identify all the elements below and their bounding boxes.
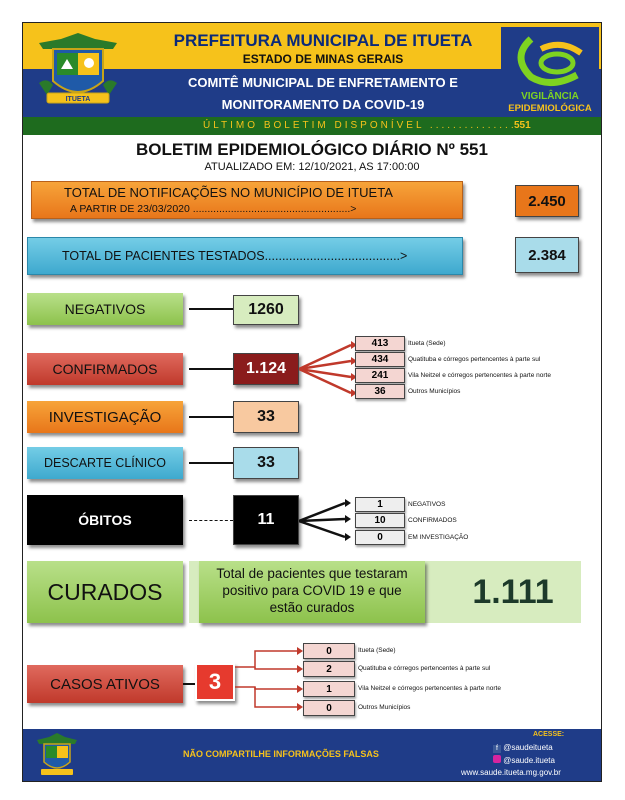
confirmados-norte-label: Vila Neitzel e córregos pertencentes à parte norte — [408, 372, 551, 379]
vigilancia-label: VIGILÂNCIA — [521, 91, 579, 102]
footer-website[interactable]: www.saude.itueta.mg.gov.br — [461, 768, 561, 777]
obitos-investigacao-value: 0 — [355, 530, 405, 545]
obitos-negativos-value: 1 — [355, 497, 405, 512]
facebook-handle: @saudeitueta — [503, 743, 553, 752]
curados-label: CURADOS — [27, 561, 183, 623]
negativos-connector — [189, 308, 233, 310]
footer-access-label: ACESSE: — [533, 731, 565, 738]
ativos-connector — [183, 683, 195, 685]
footer-message: NÃO COMPARTILHE INFORMAÇÕES FALSAS — [183, 749, 379, 759]
investigacao-value: 33 — [233, 401, 299, 433]
footer-instagram[interactable] — [493, 755, 555, 765]
ativos-outros-label: Outros Municípios — [358, 704, 411, 711]
notifications-banner — [31, 181, 463, 219]
facebook-icon: f — [493, 745, 501, 753]
last-bulletin-bar — [23, 117, 601, 135]
header-state: ESTADO DE MINAS GERAIS — [242, 52, 404, 66]
confirmados-sul-value: 434 — [355, 352, 405, 367]
obitos-negativos-label: NEGATIVOS — [408, 501, 446, 508]
obitos-confirmados-label: CONFIRMADOS — [408, 517, 457, 524]
descarte-connector — [189, 462, 233, 464]
negativos-label: NEGATIVOS — [27, 293, 183, 325]
tested-value: 2.384 — [515, 237, 579, 273]
notifications-line2: A PARTIR DE 23/03/2020 ......................................................> — [70, 203, 357, 215]
investigacao-label: INVESTIGAÇÃO — [27, 401, 183, 433]
ativos-norte-label: Vila Neitzel e córregos pertencentes à parte norte — [358, 685, 501, 692]
obitos-confirmados-value: 10 — [355, 513, 405, 528]
obitos-investigacao-label: EM INVESTIGAÇÃO — [408, 534, 469, 541]
confirmados-sul-label: Quatituba e córregos pertencentes à parte sul — [408, 356, 541, 363]
instagram-icon — [493, 755, 501, 763]
footer-facebook[interactable] — [493, 743, 553, 753]
municipal-crest-icon — [33, 29, 123, 109]
bulletin-page — [22, 22, 602, 782]
negativos-value: 1260 — [233, 295, 299, 325]
obitos-connector — [189, 520, 233, 521]
notifications-value: 2.450 — [515, 185, 579, 217]
ativos-sede-label: Itueta (Sede) — [358, 647, 396, 654]
last-bulletin-label: ÚLTIMO BOLETIM DISPONÍVEL ............... — [203, 120, 517, 131]
confirmados-outros-value: 36 — [355, 384, 405, 399]
header-committee-line1: COMITÊ MUNICIPAL DE ENFRETAMENTO E — [188, 75, 458, 90]
confirmados-norte-value: 241 — [355, 368, 405, 383]
obitos-fan-arrows — [299, 495, 359, 549]
instagram-handle: @saude.itueta — [503, 756, 555, 765]
curados-description: Total de pacientes que testaram positivo para COVID 19 e que estão curados — [199, 561, 425, 623]
ativos-sul-value: 2 — [303, 661, 355, 677]
bulletin-title: BOLETIM EPIDEMIOLÓGICO DIÁRIO Nº 551 — [136, 140, 488, 159]
ativos-outros-value: 0 — [303, 700, 355, 716]
epidemiologica-label: EPIDEMIOLÓGICA — [508, 103, 592, 114]
header — [23, 23, 601, 135]
footer — [23, 729, 601, 781]
ativos-fan-arrows — [235, 637, 305, 727]
footer-crest-icon — [35, 732, 79, 778]
ativos-value: 3 — [195, 663, 235, 701]
obitos-value: 11 — [233, 495, 299, 545]
descarte-value: 33 — [233, 447, 299, 479]
confirmados-sede-value: 413 — [355, 336, 405, 351]
ativos-sede-value: 0 — [303, 643, 355, 659]
header-title: PREFEITURA MUNICIPAL DE ITUETA — [173, 31, 473, 50]
ativos-sul-label: Quatituba e córregos pertencentes à parte sul — [358, 665, 491, 672]
confirmados-label: CONFIRMADOS — [27, 353, 183, 385]
notifications-line1: TOTAL DE NOTIFICAÇÕES NO MUNICÍPIO DE ITUETA — [64, 185, 393, 200]
vigilancia-logo — [501, 27, 599, 117]
last-bulletin-number: 551 — [514, 120, 531, 131]
descarte-label: DESCARTE CLÍNICO — [27, 447, 183, 479]
confirmados-sede-label: Itueta (Sede) — [408, 340, 446, 347]
investigacao-connector — [189, 416, 233, 418]
vigilancia-swirl-icon — [501, 27, 599, 91]
confirmados-outros-label: Outros Municípios — [408, 388, 461, 395]
ativos-label: CASOS ATIVOS — [27, 665, 183, 703]
ativos-norte-value: 1 — [303, 681, 355, 697]
confirmados-value: 1.124 — [233, 353, 299, 385]
bulletin-updated: ATUALIZADO EM: 12/10/2021, AS 17:00:00 — [204, 161, 420, 173]
confirmados-connector — [189, 368, 233, 370]
curados-value: 1.111 — [472, 573, 554, 611]
tested-label: TOTAL DE PACIENTES TESTADOS.......................................> — [62, 249, 408, 263]
obitos-label: ÓBITOS — [27, 495, 183, 545]
header-committee-line2: MONITORAMENTO DA COVID-19 — [221, 97, 425, 112]
crest-ribbon-text: ITUETA — [65, 96, 91, 103]
tested-banner — [27, 237, 463, 275]
